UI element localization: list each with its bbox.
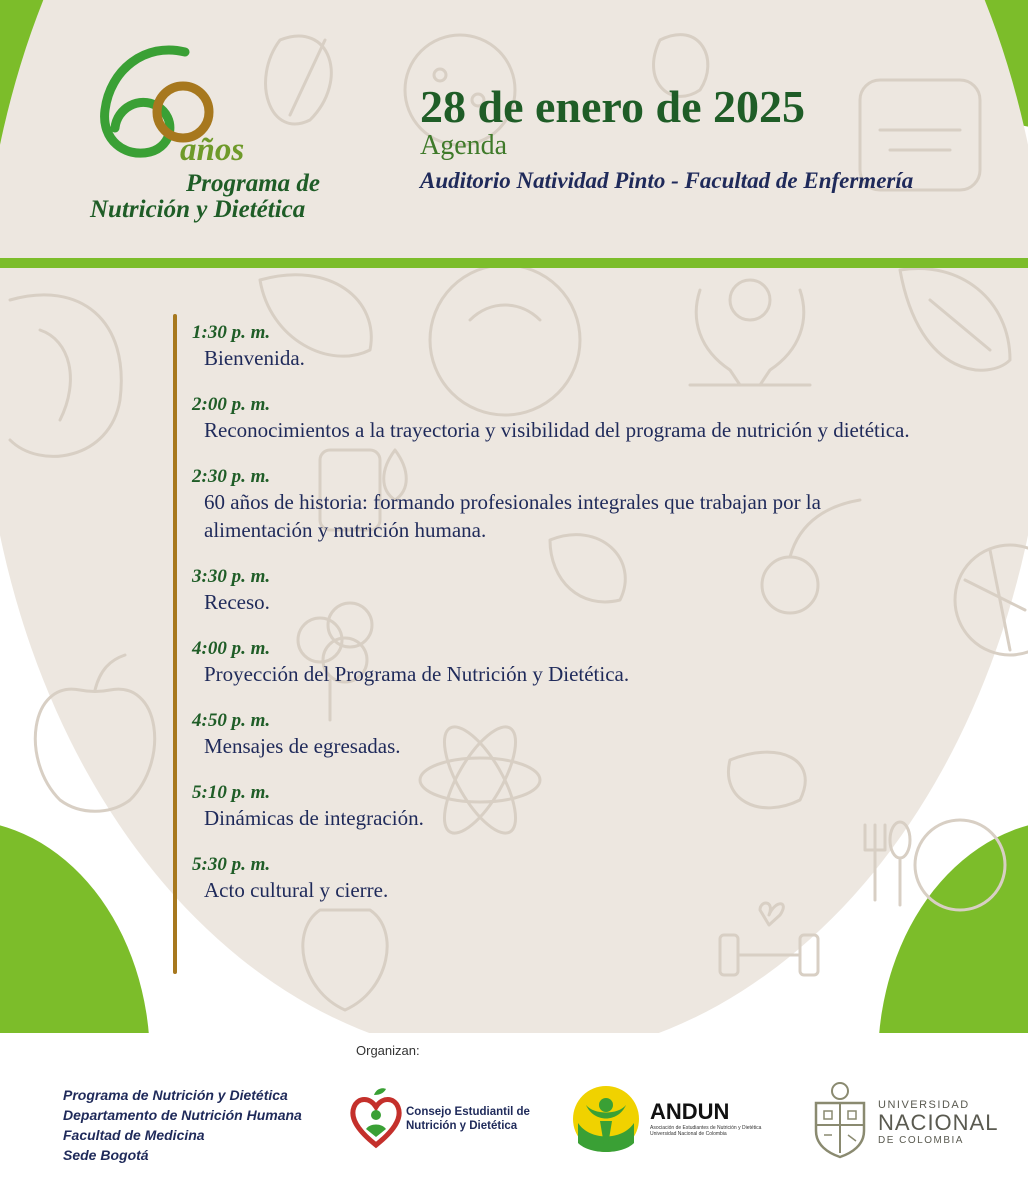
agenda-item [192, 394, 932, 444]
unal-line3: DE COLOMBIA [878, 1135, 964, 1146]
agenda-item [192, 322, 932, 372]
header-divider [0, 258, 1028, 268]
logo-program-line2: Nutrición y Dietética [90, 196, 306, 223]
footer-line: Programa de Nutrición y Dietética [63, 1087, 288, 1103]
footer [0, 1033, 1028, 1200]
andun-logo [570, 1083, 770, 1158]
andun-subtitle [650, 1125, 761, 1137]
universidad-nacional-logo [808, 1079, 1008, 1165]
footer-organizer-text [63, 1085, 302, 1165]
consejo-text [406, 1105, 530, 1133]
consejo-line1: Consejo Estudiantil de [406, 1106, 530, 1118]
agenda-item [192, 782, 932, 832]
footer-line: Sede Bogotá [63, 1147, 149, 1163]
organizan-label: Organizan: [356, 1043, 420, 1058]
apple-doodle-icon [35, 655, 154, 811]
agenda-time: 3:30 p. m. [192, 566, 271, 587]
agenda-time: 2:30 p. m. [192, 466, 271, 487]
agenda-description: Dinámicas de integración. [204, 806, 424, 830]
footer-line: Departamento de Nutrición Humana [63, 1107, 302, 1123]
logo-anios-text: años [180, 132, 245, 168]
agenda-description: Reconocimientos a la trayectoria y visibilidad del programa de nutrición y dietética. [204, 418, 910, 442]
unal-seal-icon [808, 1079, 872, 1159]
logo-program-line1: Programa de [186, 170, 321, 197]
agenda-time: 5:10 p. m. [192, 782, 271, 803]
agenda-time: 4:50 p. m. [192, 710, 271, 731]
andun-sub-line2: Universidad Nacional de Colombia [650, 1131, 727, 1137]
leaf-doodle-icon [266, 36, 332, 124]
consejo-estudiantil-logo [348, 1085, 538, 1155]
agenda-description: Bienvenida. [204, 346, 305, 370]
pizza-doodle-icon [955, 545, 1028, 655]
agenda-item [192, 638, 932, 688]
venue-text: Auditorio Natividad Pinto - Facultad de Enfermería [420, 168, 914, 193]
agenda-time: 2:00 p. m. [192, 394, 271, 415]
andun-name: ANDUN [650, 1099, 730, 1124]
footer-line: Facultad de Medicina [63, 1127, 205, 1143]
unal-text [878, 1099, 998, 1146]
agenda-time: 5:30 p. m. [192, 854, 271, 875]
andun-sub-line1: Asociación de Estudiantes de Nutrición y Dietética [650, 1125, 762, 1131]
consejo-line2: Nutrición y Dietética [406, 1120, 518, 1132]
event-date-title: 28 de enero de 2025 [420, 81, 806, 132]
agenda-description: Acto cultural y cierre. [204, 878, 389, 902]
agenda-time: 1:30 p. m. [192, 322, 271, 343]
agenda-item [192, 854, 932, 904]
orange-doodle-icon [10, 295, 121, 456]
unal-line2: NACIONAL [878, 1110, 999, 1135]
agenda-description: Mensajes de egresadas. [204, 734, 401, 758]
agenda-list [192, 322, 932, 926]
agenda-item [192, 566, 932, 616]
agenda-item [192, 710, 932, 760]
timeline-bar [173, 314, 177, 974]
andun-emblem-icon [570, 1083, 642, 1155]
heart-person-icon [348, 1085, 406, 1155]
agenda-description: Receso. [204, 590, 270, 614]
unal-line1: UNIVERSIDAD [878, 1099, 970, 1111]
agenda-description: 60 años de historia: formando profesionales integrales que trabajan por la alimentación y nutrición humana. [204, 490, 821, 542]
agenda-label: Agenda [420, 130, 508, 161]
agenda-time: 4:00 p. m. [192, 638, 271, 659]
agenda-description: Proyección del Programa de Nutrición y Dietética. [204, 662, 630, 686]
agenda-item [192, 466, 932, 544]
